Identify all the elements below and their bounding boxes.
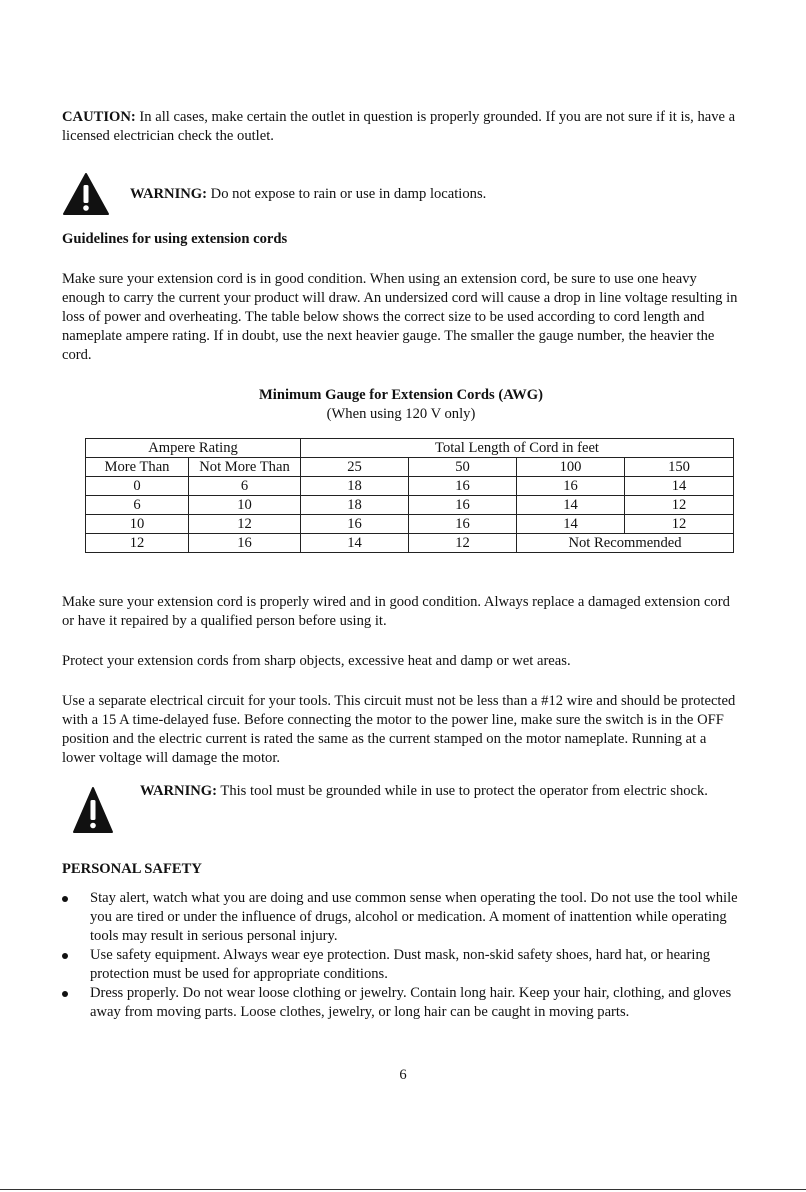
list-item-text: Dress properly. Do not wear loose clothing or jewelry. Contain long hair. Keep your hair, clothing, and gloves away from moving parts. Loose clothes, jewelry, or long hair can be caught in moving parts. [90,985,732,1020]
table-row [86,534,734,553]
page-content [62,108,740,1022]
table-cell: 12 [86,534,189,553]
warning-rain-body: Do not expose to rain or use in damp locations. [207,185,487,202]
table-row [86,515,734,534]
table-header-row [86,439,734,458]
table-subheader-row [86,458,734,477]
personal-safety-list [62,889,740,1022]
table-row [86,496,734,515]
caution-paragraph [62,108,740,146]
header-ampere-rating: Ampere Rating [86,439,301,458]
bullet-dot-icon [62,896,68,902]
table-cell: 18 [301,496,409,515]
table-cell: 16 [301,515,409,534]
table-cell: 14 [625,477,734,496]
list-item [62,946,740,984]
table-title: Minimum Gauge for Extension Cords (AWG) [259,387,543,403]
table-cell: 0 [86,477,189,496]
protect-paragraph: Protect your extension cords from sharp objects, excessive heat and damp or wet areas. [62,653,571,669]
warning-ground [72,782,740,834]
table-cell: 16 [409,496,517,515]
table-cell: 14 [517,515,625,534]
warning-rain [62,172,740,216]
caution-label: CAUTION: [62,109,136,125]
table-row [86,477,734,496]
table-cell-not-recommended: Not Recommended [517,534,734,553]
header-total-length: Total Length of Cord in feet [301,439,734,458]
table-cell: 6 [189,477,301,496]
table-cell: 18 [301,477,409,496]
table-cell: 16 [517,477,625,496]
table-cell: 12 [625,515,734,534]
warning-triangle-icon [62,172,110,216]
page-number: 6 [399,1067,407,1083]
col-more-than: More Than [86,458,189,477]
warning-ground-label: WARNING: [140,783,218,799]
table-cell: 16 [409,477,517,496]
table-cell: 10 [86,515,189,534]
col-length-50: 50 [409,458,517,477]
bottom-divider [0,1189,806,1190]
table-cell: 16 [189,534,301,553]
bullet-dot-icon [62,953,68,959]
caution-text: In all cases, make certain the outlet in question is properly grounded. If you are not sure if it is, have a licensed electrician check the outlet. [62,109,736,144]
table-subtitle: (When using 120 V only) [326,406,476,422]
gauge-table [85,438,734,553]
table-cell: 6 [86,496,189,515]
guidelines-heading: Guidelines for using extension cords [62,231,288,247]
warning-ground-body: This tool must be grounded while in use to protect the operator from electric shock. [217,783,708,799]
table-cell: 16 [409,515,517,534]
table-cell: 14 [301,534,409,553]
list-item [62,889,740,946]
wired-paragraph: Make sure your extension cord is properly wired and in good condition. Always replace a damaged extension cord or have it repaired by a qualified person before using it. [62,594,730,629]
bullet-dot-icon [62,991,68,997]
warning-triangle-icon [72,786,114,834]
col-length-150: 150 [625,458,734,477]
table-cell: 12 [409,534,517,553]
col-length-100: 100 [517,458,625,477]
personal-safety-heading: PERSONAL SAFETY [62,861,202,877]
warning-rain-label: WARNING: [130,185,208,202]
warning-ground-text [140,782,708,801]
list-item-text: Stay alert, watch what you are doing and use common sense when operating the tool. Do not use the tool while you are tired or under the influence of drugs, alcohol or medication. A moment of inattention while operating tools may result in serious personal injury. [90,890,738,944]
table-cell: 14 [517,496,625,515]
table-cell: 10 [189,496,301,515]
circuit-paragraph: Use a separate electrical circuit for your tools. This circuit must not be less than a #12 wire and should be protected with a 15 A time-delayed fuse. Before connecting the motor to the power line, make sure the switch is in the OFF position and the electric current is rated the same as the current stamped on the motor nameplate. Running at a lower voltage will damage the motor. [62,693,736,766]
col-length-25: 25 [301,458,409,477]
col-not-more-than: Not More Than [189,458,301,477]
table-cell: 12 [189,515,301,534]
table-cell: 12 [625,496,734,515]
list-item-text: Use safety equipment. Always wear eye protection. Dust mask, non-skid safety shoes, hard hat, or hearing protection must be used for appropriate conditions. [90,947,711,982]
list-item [62,984,740,1022]
warning-rain-text [130,185,486,204]
guidelines-paragraph: Make sure your extension cord is in good condition. When using an extension cord, be sure to use one heavy enough to carry the current your product will draw. An undersized cord will cause a drop in line voltage resulting in loss of power and overheating. The table below shows the correct size to be used according to cord length and nameplate ampere rating. If in doubt, use the next heavier gauge. The smaller the gauge number, the heavier the cord. [62,271,738,363]
